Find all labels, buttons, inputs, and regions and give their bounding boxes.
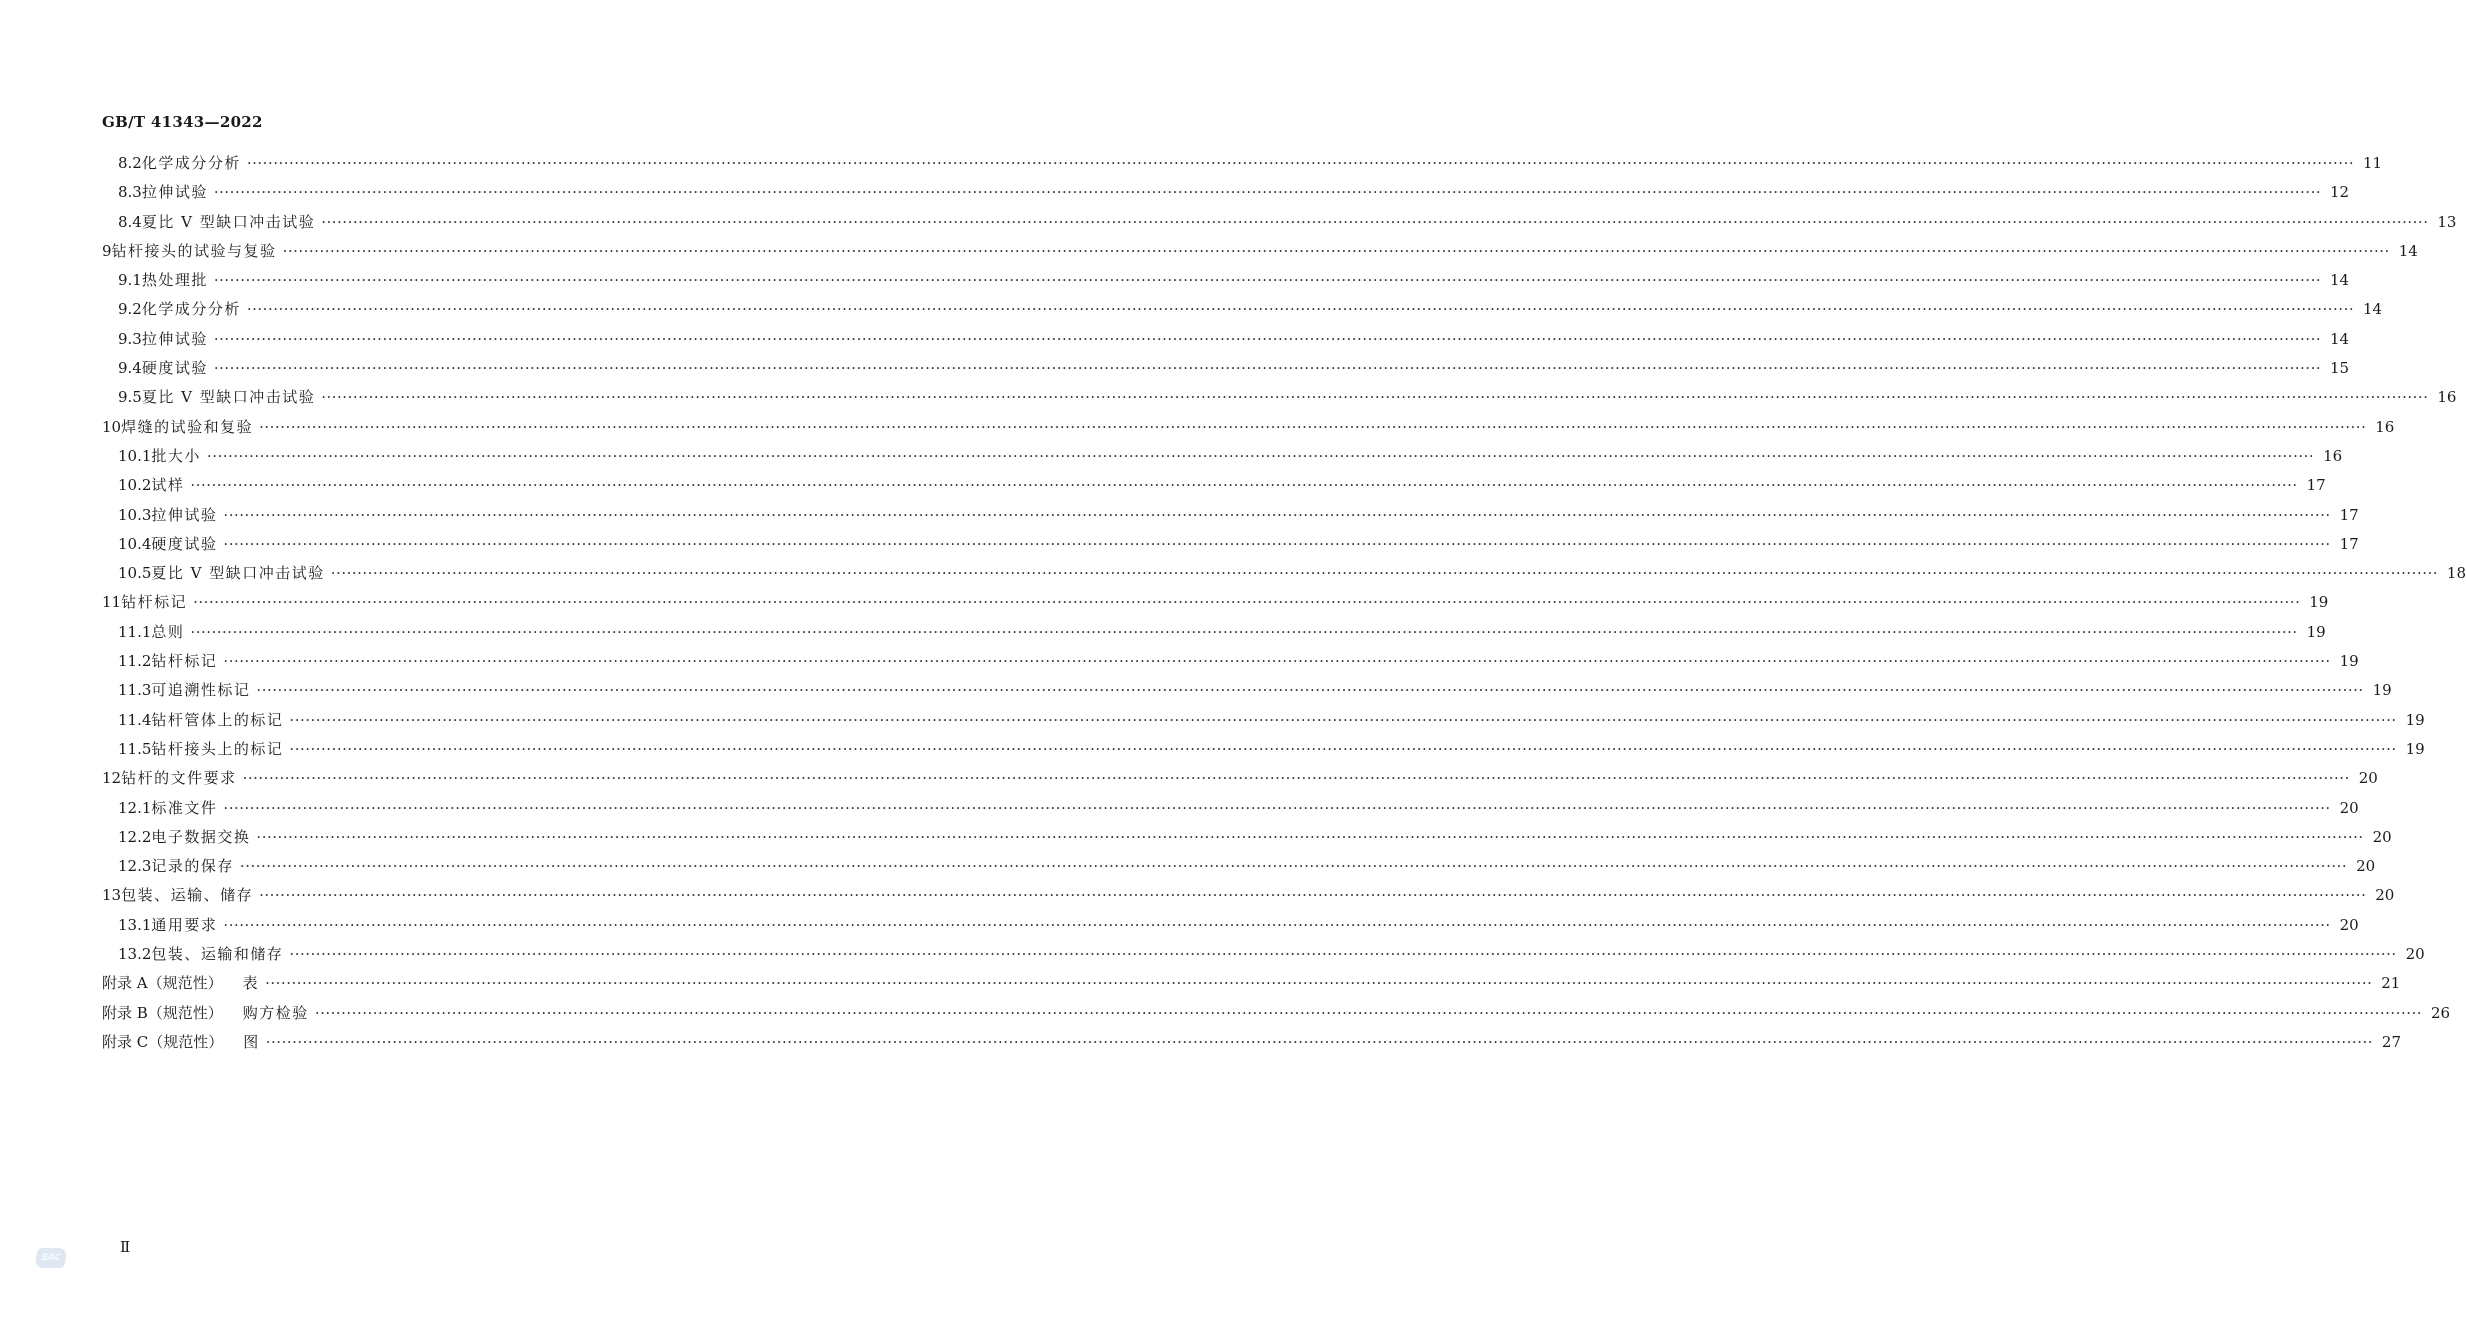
toc-entry-page: 20	[2356, 857, 2376, 876]
dot-leader: ················································································································································································································································································································································································································	[246, 154, 2355, 172]
toc-entry-page: 14	[2398, 241, 2418, 260]
dot-leader: ················································································································································································································································································································································································································	[223, 534, 2331, 553]
toc-entry-title: 图	[243, 1032, 260, 1051]
standard-code: GB/T 41343—2022	[102, 113, 263, 131]
toc-entry-title: 热处理批	[141, 271, 208, 290]
toc-entry[interactable]	[102, 884, 2395, 913]
toc-entry[interactable]	[102, 943, 2425, 972]
toc-entry-title: 包装、运输和储存	[151, 945, 284, 964]
toc-entry-number: 9.3	[118, 329, 142, 348]
toc-entry-number: 13	[102, 886, 122, 905]
toc-entry[interactable]	[102, 416, 2395, 445]
toc-entry-page: 19	[2309, 593, 2329, 612]
toc-entry-page: 26	[2430, 1003, 2451, 1022]
toc-entry-number: 11.2	[118, 652, 152, 671]
toc-entry-title: 钻杆接头的试验与复验	[111, 241, 277, 260]
toc-entry-page: 19	[2372, 681, 2392, 700]
toc-entry-page: 20	[2405, 945, 2425, 964]
toc-entry-title: 电子数据交换	[151, 827, 251, 846]
toc-entry-page: 14	[2330, 329, 2350, 348]
toc-entry[interactable]	[102, 298, 2383, 327]
toc-entry-number: 12.2	[118, 827, 152, 846]
toc-entry-page: 14	[2330, 271, 2350, 290]
dot-leader: ················································································································································································································································································································································································································	[256, 681, 2364, 700]
toc-entry-title: 钻杆的文件要求	[121, 769, 237, 788]
toc-entry-page: 12	[2330, 183, 2350, 202]
toc-entry-title: 拉伸试验	[141, 183, 208, 202]
toc-entry[interactable]	[102, 826, 2392, 855]
dot-leader: ················································································································································································································································································································································································································	[223, 652, 2331, 671]
toc-entry-number: 11.4	[118, 710, 152, 729]
toc-entry-title: 夏比 V 型缺口冲击试验	[141, 212, 316, 231]
dot-leader: ················································································································································································································································································································································································································	[246, 300, 2355, 319]
toc-entry-number: 附录 B（规范性）	[102, 1003, 223, 1022]
toc-entry[interactable]	[102, 211, 2457, 240]
toc-entry-number: 9.2	[118, 300, 142, 319]
dot-leader: ················································································································································································································································································································································································································	[289, 739, 2397, 758]
toc-entry-number: 9.1	[118, 271, 142, 290]
toc-entry-page: 27	[2381, 1032, 2401, 1051]
toc-entry[interactable]	[102, 533, 2359, 562]
toc-entry-page: 19	[2405, 739, 2425, 758]
toc-entry[interactable]	[102, 474, 2326, 503]
toc-entry[interactable]	[102, 650, 2359, 679]
dot-leader: ················································································································································································································································································································································································································	[330, 564, 2439, 583]
toc-entry-title: 表	[242, 974, 260, 993]
dot-leader: ················································································································································································································································································································································································································	[213, 359, 2322, 378]
toc-entry-page: 19	[2339, 652, 2359, 671]
toc-entry-page: 16	[2437, 388, 2457, 407]
toc-entry[interactable]	[102, 709, 2425, 738]
dot-leader: ················································································································································································································································································································································································································	[223, 915, 2331, 934]
toc-entry-title: 包装、运输、储存	[121, 886, 254, 905]
toc-entry-number: 9.4	[118, 359, 142, 378]
toc-entry[interactable]	[102, 1031, 2401, 1060]
toc-entry-title: 钻杆标记	[121, 593, 188, 612]
toc-entry-page: 14	[2363, 300, 2383, 319]
toc-entry[interactable]	[102, 386, 2457, 415]
dot-leader: ················································································································································································································································································································································································································	[223, 798, 2331, 817]
toc-entry-page: 16	[2375, 417, 2395, 436]
toc-entry-title: 钻杆标记	[151, 652, 218, 671]
toc-entry-title: 标准文件	[151, 798, 218, 817]
toc-entry-title: 购方检验	[242, 1003, 309, 1022]
toc-entry-title: 硬度试验	[141, 359, 208, 378]
dot-leader: ················································································································································································································································································································································································································	[239, 857, 2348, 876]
toc-entry[interactable]	[102, 914, 2359, 943]
dot-leader: ················································································································································································································································································································································································································	[314, 1003, 2423, 1022]
toc-entry-number: 10.2	[118, 476, 152, 495]
toc-entry[interactable]	[102, 445, 2343, 474]
toc-entry-page: 20	[2372, 827, 2392, 846]
dot-leader: ················································································································································································································································································································································································································	[213, 183, 2322, 202]
toc-entry-number: 13.2	[118, 945, 152, 964]
dot-leader: ················································································································································································································································································································································································································	[259, 886, 2367, 905]
toc-entry[interactable]	[102, 767, 2378, 796]
dot-leader: ················································································································································································································································································································································································································	[223, 505, 2331, 524]
toc-entry[interactable]	[102, 328, 2350, 357]
toc-entry-title: 通用要求	[151, 915, 218, 934]
toc-entry-title: 试样	[151, 476, 185, 495]
dot-leader: ················································································································································································································································································································································································································	[190, 622, 2298, 641]
toc-entry-page: 15	[2330, 359, 2350, 378]
toc-entry-number: 12.3	[118, 857, 152, 876]
toc-entry-number: 附录 A（规范性）	[102, 974, 223, 993]
dot-leader: ················································································································································································································································································································································································································	[259, 417, 2367, 436]
toc-entry-number: 8.3	[118, 183, 142, 202]
toc-entry[interactable]	[102, 797, 2359, 826]
toc-entry-number: 11.1	[118, 622, 152, 641]
toc-entry-title: 化学成分分析	[141, 300, 241, 319]
toc-entry[interactable]	[102, 1002, 2451, 1031]
toc-entry[interactable]	[102, 679, 2392, 708]
toc-entry-page: 13	[2437, 212, 2457, 231]
dot-leader: ················································································································································································································································································································································································································	[289, 945, 2397, 964]
toc-entry[interactable]	[102, 504, 2359, 533]
dot-leader: ················································································································································································································································································································································································································	[282, 241, 2390, 260]
toc-entry-number: 10.1	[118, 446, 152, 465]
dot-leader: ················································································································································································································································································································································································································	[321, 388, 2429, 407]
sac-logo-icon: SAC	[34, 1248, 68, 1268]
dot-leader: ················································································································································································································································································································································································································	[213, 329, 2322, 348]
toc-entry-page: 20	[2375, 886, 2395, 905]
toc-entry-number: 10.5	[118, 564, 152, 583]
toc-entry-title: 硬度试验	[151, 534, 218, 553]
toc-entry-page: 17	[2306, 476, 2326, 495]
toc-entry-title: 钻杆管体上的标记	[151, 710, 284, 729]
dot-leader: ················································································································································································································································································································································································································	[190, 476, 2298, 495]
toc-entry-title: 拉伸试验	[141, 329, 208, 348]
toc-entry[interactable]	[102, 152, 2383, 181]
table-of-contents	[102, 152, 2466, 1060]
toc-entry-number: 9	[102, 241, 112, 260]
toc-entry-page: 20	[2339, 798, 2359, 817]
toc-entry-page: 16	[2323, 446, 2343, 465]
toc-entry-title: 可追溯性标记	[151, 681, 251, 700]
page-number: Ⅱ	[120, 1238, 131, 1256]
toc-entry-page: 21	[2381, 974, 2401, 993]
dot-leader: ················································································································································································································································································································································································································	[289, 710, 2397, 729]
dot-leader: ················································································································································································································································································································································································································	[213, 271, 2322, 290]
toc-entry[interactable]	[102, 357, 2350, 386]
toc-entry-number: 11	[102, 593, 122, 612]
toc-entry[interactable]	[102, 562, 2466, 591]
toc-entry-page: 19	[2306, 622, 2326, 641]
toc-entry-title: 化学成分分析	[141, 154, 241, 172]
toc-entry-number: 附录 C（规范性）	[102, 1032, 224, 1051]
toc-entry-title: 焊缝的试验和复验	[121, 417, 254, 436]
toc-entry[interactable]	[102, 972, 2401, 1001]
toc-entry-page: 11	[2363, 154, 2383, 172]
toc-entry-page: 20	[2339, 915, 2359, 934]
toc-entry-number: 12.1	[118, 798, 152, 817]
toc-entry[interactable]	[102, 591, 2329, 620]
toc-entry[interactable]	[102, 181, 2350, 210]
toc-entry-number: 12	[102, 769, 122, 788]
toc-entry-title: 夏比 V 型缺口冲击试验	[151, 564, 325, 583]
dot-leader: ················································································································································································································································································································································································································	[321, 212, 2429, 231]
toc-entry[interactable]	[102, 855, 2376, 884]
toc-entry-title: 记录的保存	[151, 857, 234, 876]
toc-entry-title: 钻杆接头上的标记	[151, 739, 284, 758]
dot-leader: ················································································································································································································································································································································································································	[256, 827, 2364, 846]
toc-entry-page: 17	[2339, 534, 2359, 553]
toc-entry[interactable]	[102, 269, 2350, 298]
toc-entry-number: 10.3	[118, 505, 152, 524]
dot-leader: ················································································································································································································································································································································································································	[206, 446, 2315, 465]
toc-entry-number: 8.4	[118, 212, 142, 231]
dot-leader: ················································································································································································································································································································································································································	[265, 1032, 2373, 1051]
toc-entry-number: 11.5	[118, 739, 152, 758]
toc-entry[interactable]	[102, 738, 2425, 767]
toc-entry-number: 13.1	[118, 915, 152, 934]
dot-leader: ················································································································································································································································································································································································································	[242, 769, 2350, 788]
toc-entry-title: 拉伸试验	[151, 505, 218, 524]
toc-entry-page: 17	[2339, 505, 2359, 524]
toc-entry[interactable]	[102, 621, 2326, 650]
toc-entry-title: 批大小	[151, 446, 201, 465]
toc-entry-number: 9.5	[118, 388, 142, 407]
dot-leader: ················································································································································································································································································································································································································	[265, 974, 2373, 993]
toc-entry-page: 19	[2405, 710, 2425, 729]
toc-entry-number: 11.3	[118, 681, 152, 700]
toc-entry-number: 8.2	[118, 154, 142, 172]
toc-entry-number: 10.4	[118, 534, 152, 553]
toc-entry-title: 总则	[151, 622, 185, 641]
toc-entry-page: 18	[2446, 564, 2466, 583]
toc-entry[interactable]	[102, 240, 2418, 269]
toc-entry-number: 10	[102, 417, 122, 436]
toc-entry-title: 夏比 V 型缺口冲击试验	[141, 388, 316, 407]
toc-entry-page: 20	[2358, 769, 2378, 788]
dot-leader: ················································································································································································································································································································································································································	[193, 593, 2301, 612]
